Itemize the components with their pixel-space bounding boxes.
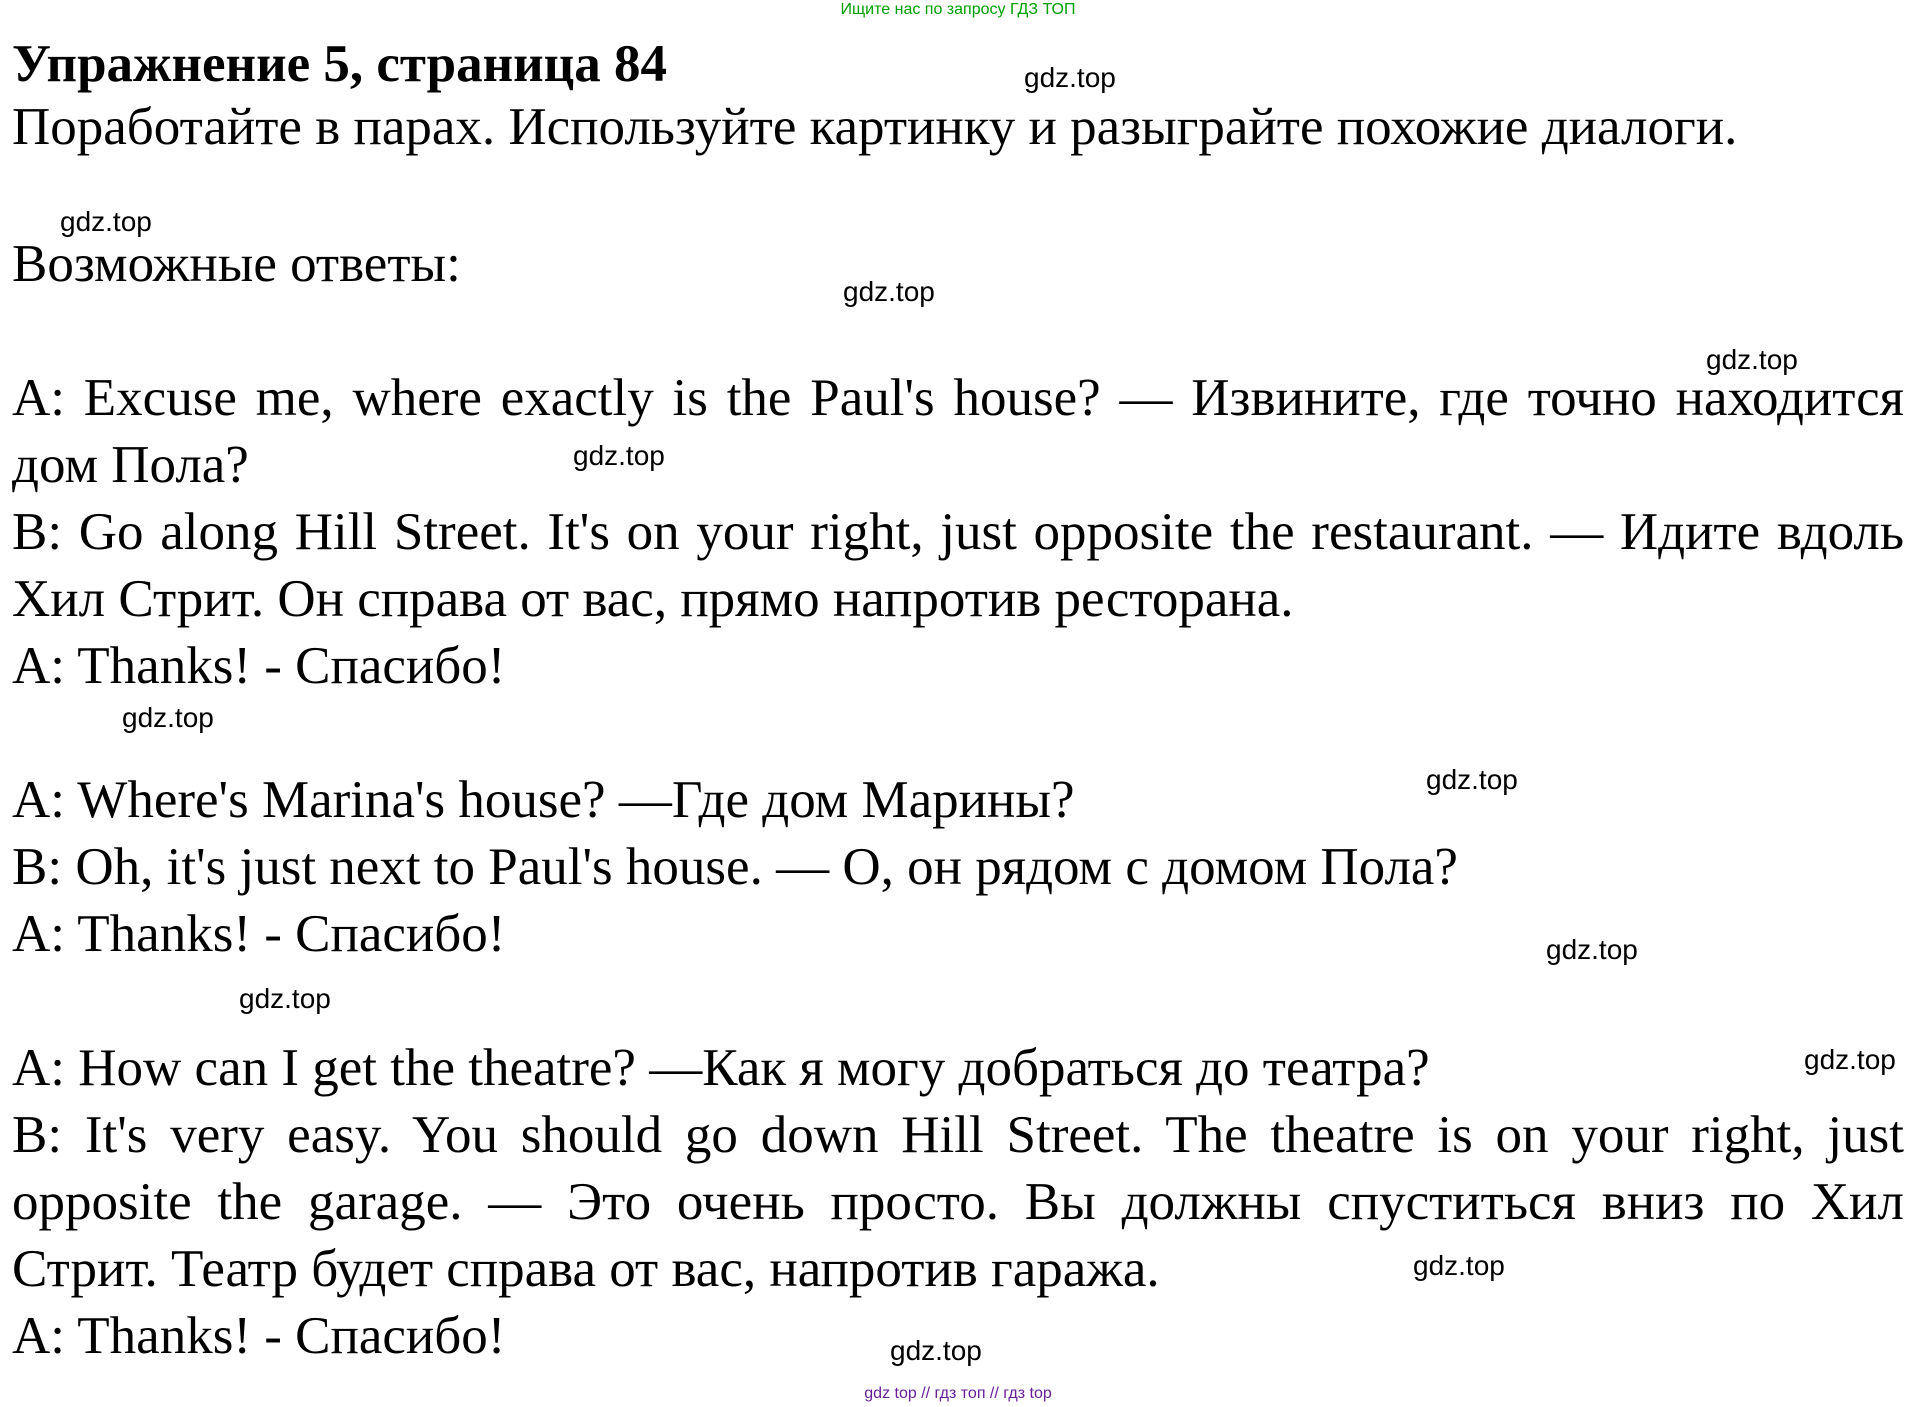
dialog-1 — [12, 365, 1904, 700]
dialog-line: B: Go along Hill Street. It's on your right, just opposite the restaurant. — Идите вдоль Хил Стрит. Он справа от вас, прямо напротив ресторана. — [12, 503, 1904, 628]
watermark-text: gdz.top — [239, 983, 331, 1014]
dialog-line: A: Where's Marina's house? —Где дом Марины? — [12, 771, 1075, 829]
watermark-text: gdz.top — [1546, 934, 1638, 965]
answers-label: Возможные ответы: — [12, 235, 461, 293]
top-banner[interactable]: Ищите нас по запросу ГДЗ ТОП — [840, 1, 1076, 18]
bottom-links[interactable]: gdz top // гдз топ // гдз top — [864, 1385, 1052, 1402]
exercise-content — [12, 34, 1904, 1370]
watermark-text: gdz.top — [843, 276, 935, 307]
watermark-text: gdz.top — [1024, 62, 1116, 93]
dialog-line: A: Thanks! - Спасибо! — [12, 905, 506, 963]
watermark-text: gdz.top — [1426, 764, 1518, 795]
exercise-instruction: Поработайте в парах. Используйте картинку и разыграйте похожие диалоги. — [12, 98, 1738, 156]
page-title: Упражнение 5, страница 84 — [12, 35, 667, 93]
dialog-line: A: How can I get the theatre? —Как я могу добраться до театра? — [12, 1039, 1430, 1097]
watermark-text: gdz.top — [573, 440, 665, 471]
dialog-line: B: It's very easy. You should go down Hill Street. The theatre is on your right, just opposite the garage. — Это очень просто. Вы должны спуститься вниз по Хил Стрит. Театр будет справа от вас, напротив гаража. — [12, 1106, 1904, 1298]
watermark-text: gdz.top — [122, 702, 214, 733]
dialog-line: A: Thanks! - Спасибо! — [12, 637, 506, 695]
watermark-text: gdz.top — [890, 1335, 982, 1366]
dialog-line: B: Oh, it's just next to Paul's house. — О, он рядом с домом Пола? — [12, 838, 1458, 896]
dialog-line: A: Thanks! - Спасибо! — [12, 1307, 506, 1365]
dialog-line: A: Excuse me, where exactly is the Paul's house? — Извините, где точно находится дом Пола? — [12, 369, 1904, 494]
watermark-text: gdz.top — [60, 206, 152, 237]
dialog-3 — [12, 1035, 1904, 1370]
watermark-text: gdz.top — [1804, 1044, 1896, 1075]
watermark-text: gdz.top — [1413, 1250, 1505, 1281]
watermark-text: gdz.top — [1706, 344, 1798, 375]
